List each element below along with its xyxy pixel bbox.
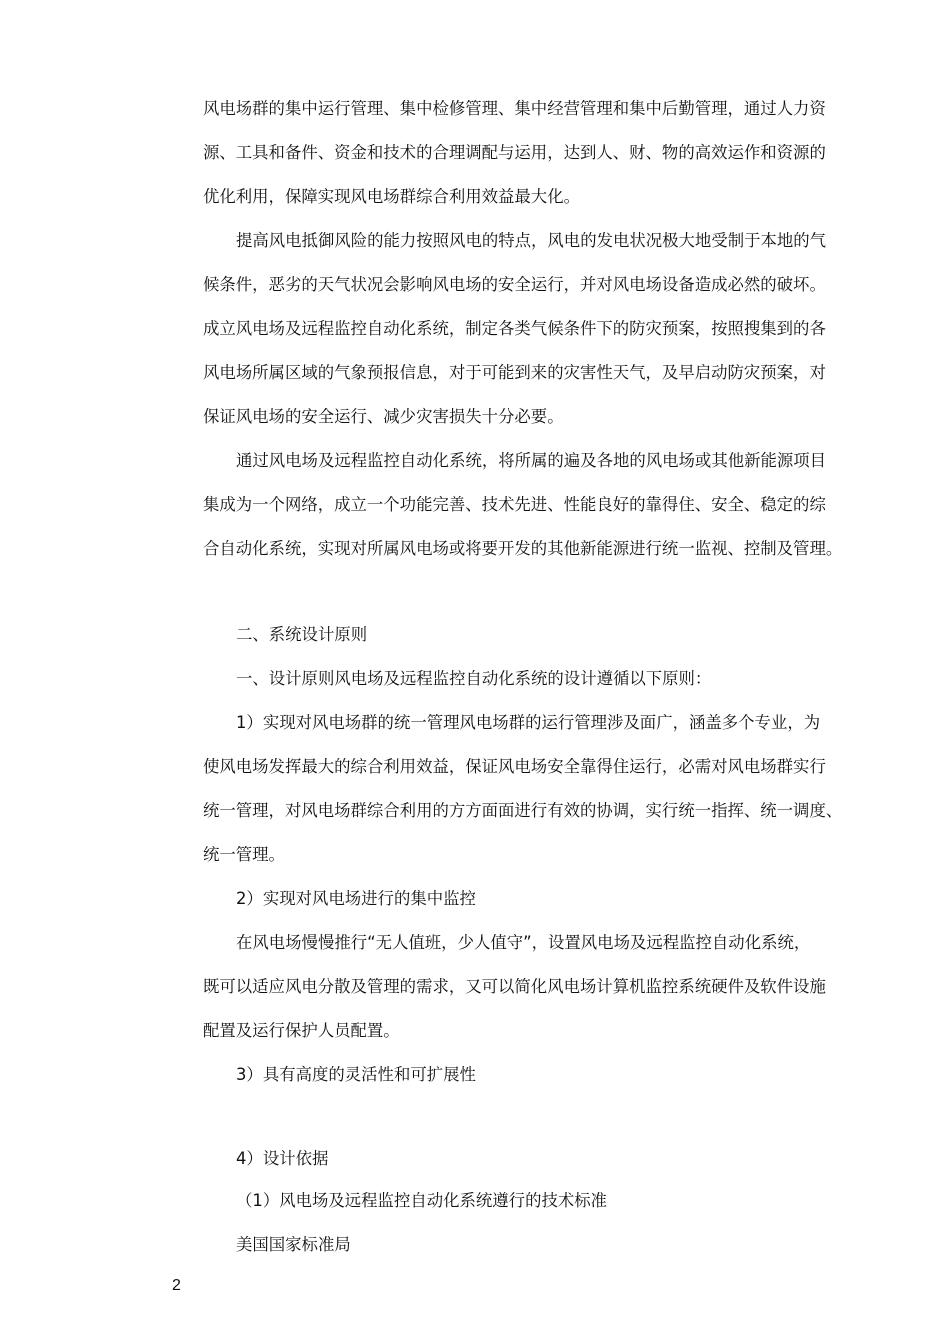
body-text-line: 通过风电场及远程监控自动化系统，将所属的遍及各地的风电场或其他新能源项目 xyxy=(236,451,827,470)
body-text-line: 1）实现对风电场群的统一管理风电场群的运行管理涉及面广，涵盖多个专业，为 xyxy=(236,713,821,732)
body-text-line: 提高风电抵御风险的能力按照风电的特点，风电的发电状况极大地受制于本地的气 xyxy=(236,231,827,250)
body-text-line: 在风电场慢慢推行“无人值班，少人值守”，设置风电场及远程监控自动化系统， xyxy=(236,933,811,952)
body-text-line: 美国国家标准局 xyxy=(236,1235,351,1254)
body-text-line: 合自动化系统，实现对所属风电场或将要开发的其他新能源进行统一监视、控制及管理。 xyxy=(203,539,843,558)
body-text-line: 使风电场发挥最大的综合利用效益，保证风电场安全靠得住运行，必需对风电场群实行 xyxy=(203,757,826,776)
body-text-line: 配置及运行保护人员配置。 xyxy=(203,1021,400,1040)
body-text-line: 4）设计依据 xyxy=(236,1149,329,1168)
body-text-line: 风电场群的集中运行管理、集中检修管理、集中经营管理和集中后勤管理，通过人力资 xyxy=(203,99,826,118)
body-text-line: 风电场所属区域的气象预报信息，对于可能到来的灾害性天气，及早启动防灾预案，对 xyxy=(203,363,826,382)
body-text-line: 集成为一个网络，成立一个功能完善、技术先进、性能良好的靠得住、安全、稳定的综 xyxy=(203,495,826,514)
body-text-line: 既可以适应风电分散及管理的需求，又可以简化风电场计算机监控系统硬件及软件设施 xyxy=(203,977,826,996)
body-text-line: 优化利用，保障实现风电场群综合利用效益最大化。 xyxy=(203,187,580,206)
body-text-line: 保证风电场的安全运行、减少灾害损失十分必要。 xyxy=(203,407,564,426)
body-text-line: 候条件，恶劣的天气状况会影响风电场的安全运行，并对风电场设备造成必然的破坏。 xyxy=(203,275,826,294)
body-text-line: （1）风电场及远程监控自动化系统遵行的技术标准 xyxy=(236,1191,608,1210)
section-heading: 二、系统设计原则 xyxy=(236,625,368,644)
body-text-line: 统一管理，对风电场群综合利用的方方面面进行有效的协调，实行统一指挥、统一调度、 xyxy=(203,801,843,820)
body-text-line: 一、设计原则风电场及远程监控自动化系统的设计遵循以下原则： xyxy=(236,669,712,688)
body-text-line: 统一管理。 xyxy=(203,845,285,864)
page-number: 2 xyxy=(172,1277,181,1294)
body-text-line: 3）具有高度的灵活性和可扩展性 xyxy=(236,1065,476,1084)
body-text-line: 成立风电场及远程监控自动化系统，制定各类气候条件下的防灾预案，按照搜集到的各 xyxy=(203,319,826,338)
body-text-line: 源、工具和备件、资金和技术的合理调配与运用，达到人、财、物的高效运作和资源的 xyxy=(203,143,826,162)
body-text-line: 2）实现对风电场进行的集中监控 xyxy=(236,889,476,908)
